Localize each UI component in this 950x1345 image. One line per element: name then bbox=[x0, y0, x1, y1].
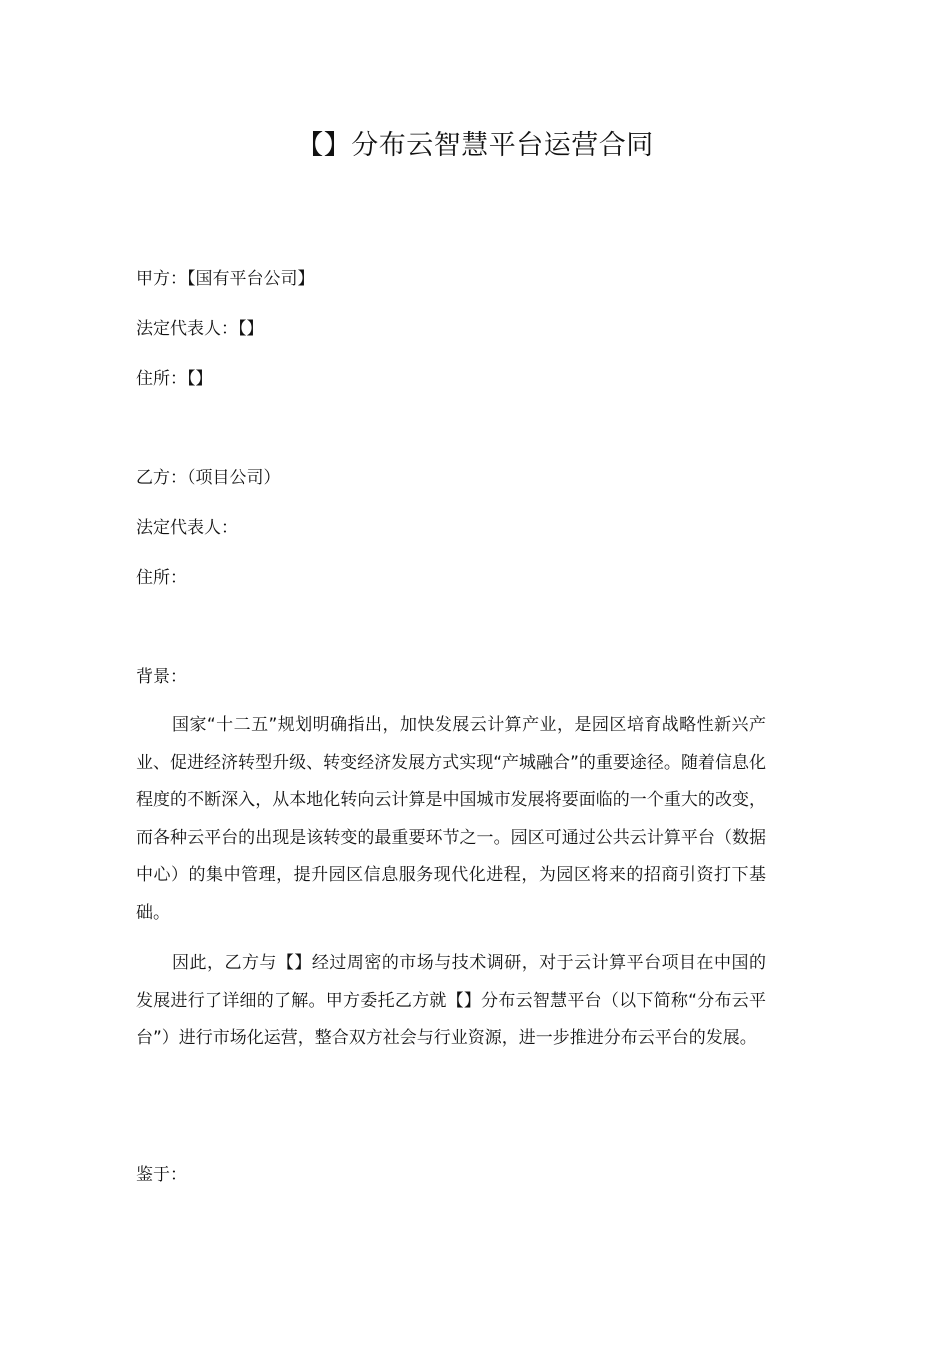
party-b-representative: 法定代表人： bbox=[136, 518, 238, 538]
background-paragraph-1: 国家“十二五”规划明确指出，加快发展云计算产业，是园区培育战略性新兴产业、促进经济转型升级、转变经济发展方式实现“产城融合”的重要途径。随着信息化程度的不断深入，从本地化转向云计算是中国城市发展将要面临的一个重大的改变，而各种云平台的出现是该转变的最重要环节之一。园区可通过公共云计算平台（数据中心）的集中管理，提升园区信息服务现代化进程，为园区将来的招商引资打下基础。 bbox=[136, 715, 766, 923]
whereas-heading: 鉴于： bbox=[136, 1165, 187, 1185]
party-b-name: 乙方：（项目公司） bbox=[136, 468, 281, 488]
background-paragraph-2: 因此，乙方与【】经过周密的市场与技术调研，对于云计算平台项目在中国的发展进行了详细的了解。甲方委托乙方就【】分布云智慧平台（以下简称“分布云平台”）进行市场化运营，整合双方社会与行业资源，进一步推进分布云平台的发展。 bbox=[136, 953, 766, 1049]
party-a-name: 甲方：【国有平台公司】 bbox=[136, 269, 315, 289]
document-title: 【】分布云智慧平台运营合同 bbox=[296, 130, 654, 161]
party-a-address: 住所：【】 bbox=[136, 369, 213, 389]
background-heading: 背景： bbox=[136, 667, 187, 687]
party-b-address: 住所： bbox=[136, 568, 187, 588]
party-a-representative: 法定代表人：【】 bbox=[136, 319, 264, 339]
